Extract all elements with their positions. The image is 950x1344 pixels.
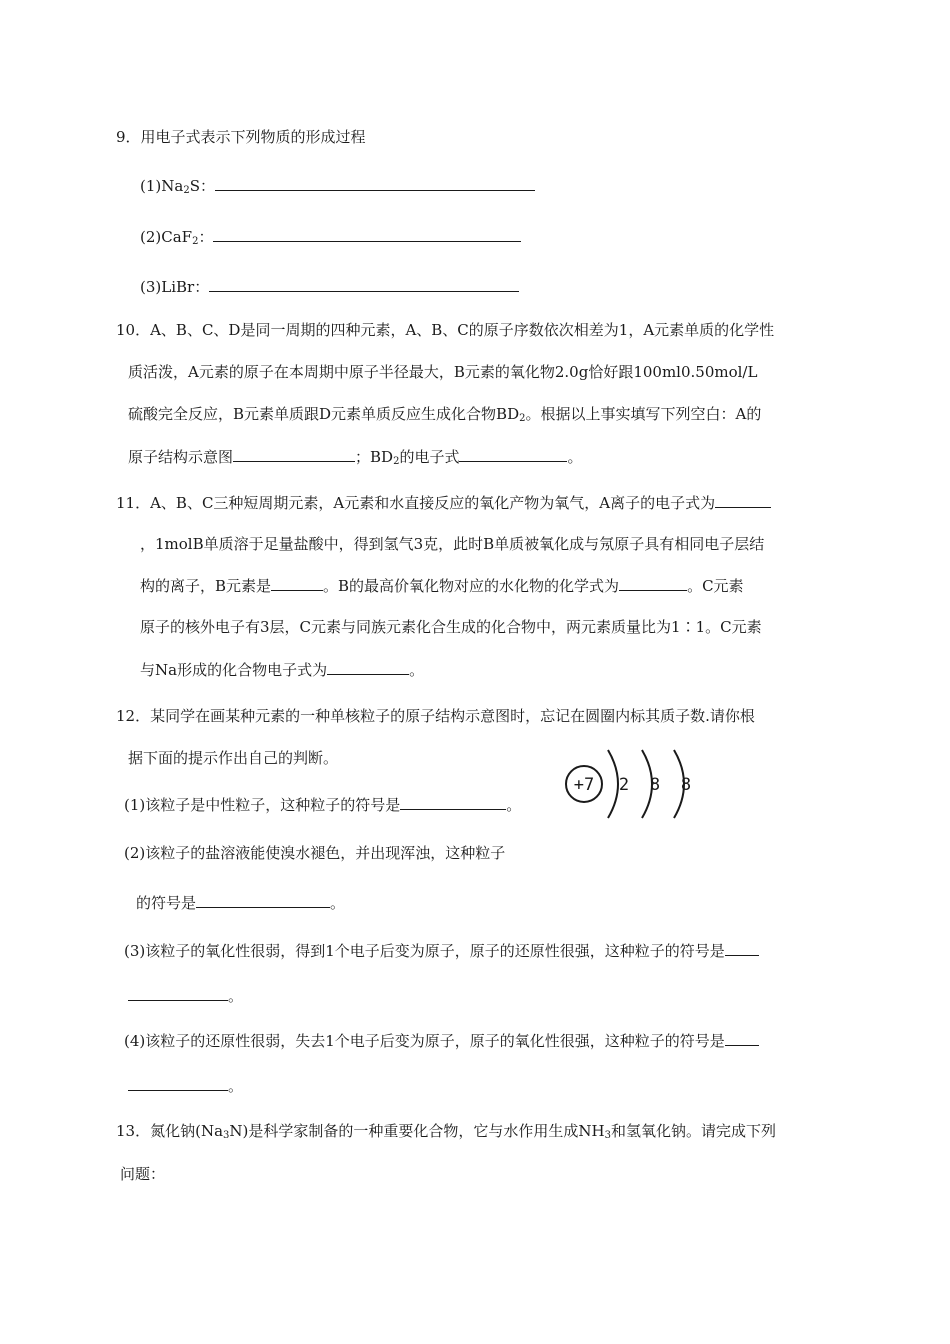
q13-line-1 <box>116 1121 776 1141</box>
q12-sub-4b-end: 。 <box>228 1077 244 1095</box>
atomic-structure-diagram <box>562 746 702 822</box>
q11-line-4: 原子的核外电子有3层，C元素与同族元素化合生成的化合物中，两元素质量比为1∶1。C元素 <box>140 618 762 636</box>
q10-line-2: 质活泼，A元素的原子在本周期中原子半径最大，B元素的氧化物2.0g恰好跟100ml0.50mol/L <box>128 363 758 381</box>
q9-item-1 <box>140 175 535 196</box>
q11-line-3c: 。C元素 <box>687 577 744 595</box>
q9-answer-blank-2[interactable] <box>213 226 521 242</box>
q10-line-4a: 原子结构示意图 <box>128 448 234 466</box>
q10-line-4-sub: 2 <box>393 456 400 467</box>
q9-item-3-prefix: (3)LiBr： <box>140 278 210 296</box>
q9-item-1-sub: 2 <box>183 185 190 196</box>
q11-blank-compound[interactable] <box>327 659 409 675</box>
q12-sub-3b <box>128 985 243 1006</box>
q9-item-3 <box>140 276 519 297</box>
q11-line-3b: 。B的最高价氧化物对应的水化物的化学式为 <box>323 577 620 595</box>
q12-sub-4 <box>124 1030 759 1051</box>
q12-sub-3-text: (3)该粒子的氧化性很弱，得到1个电子后变为原子，原子的还原性很强，这种粒子的符号是 <box>124 942 725 960</box>
electron-shell-2-count: 8 <box>649 775 661 795</box>
q11-line-3a: 构的离子，B元素是 <box>140 577 272 595</box>
q10-line-4b: ；BD <box>355 448 394 466</box>
q11-blank-hydrate[interactable] <box>619 575 687 591</box>
q10-line-3-sub: 2 <box>519 413 526 424</box>
electron-shell-1-count: 2 <box>618 775 630 795</box>
electron-shell-1-arc <box>608 750 618 818</box>
q12-sub-3 <box>124 940 759 961</box>
q13-line-2: 问题： <box>120 1165 166 1183</box>
q13-line-1b: N)是科学家制备的一种重要化合物，它与水作用生成NH <box>229 1122 605 1140</box>
q9-item-2 <box>140 226 521 247</box>
q12-sub-4-text: (4)该粒子的还原性很弱，失去1个电子后变为原子，原子的氧化性很强，这种粒子的符号是 <box>124 1032 725 1050</box>
q9-item-2-sub: 2 <box>192 236 199 247</box>
nucleus-charge: +7 <box>573 775 595 795</box>
q12-sub-1-end: 。 <box>506 796 522 814</box>
q9-item-2-prefix: (2)CaF <box>140 228 193 246</box>
q10-blank-electron-formula[interactable] <box>459 446 567 462</box>
q13-line-1-sub: 3 <box>223 1130 230 1141</box>
q12-sub-2b <box>136 892 345 913</box>
q12-blank-2[interactable] <box>196 892 330 908</box>
q10-line-4c: 的电子式 <box>399 448 460 466</box>
q12-sub-2: (2)该粒子的盐溶液能使溴水褪色，并出现浑浊，这种粒子 <box>124 844 506 862</box>
q10-line-3b: 。根据以上事实填写下列空白：A的 <box>525 405 762 423</box>
q12-blank-1[interactable] <box>400 794 506 810</box>
q12-blank-3a[interactable] <box>725 940 759 956</box>
q13-line-1c: 和氢氧化钠。请完成下列 <box>610 1122 776 1140</box>
q11-blank-ion[interactable] <box>715 492 771 508</box>
q10-line-3 <box>128 404 761 424</box>
q11-line-5 <box>140 659 424 680</box>
q10-line-1: 10．A、B、C、D是同一周期的四种元素，A、B、C的原子序数依次相差为1，A元素单质的化学性 <box>116 321 775 339</box>
q9-item-1-suffix: S： <box>189 177 215 195</box>
q12-sub-2b-text: 的符号是 <box>136 894 197 912</box>
q12-line-2: 据下面的提示作出自己的判断。 <box>128 749 339 767</box>
q12-blank-4a[interactable] <box>725 1030 759 1046</box>
q11-line-1 <box>116 492 771 513</box>
q12-sub-2b-end: 。 <box>330 894 346 912</box>
q11-line-3 <box>140 575 744 596</box>
q12-sub-3b-end: 。 <box>228 987 244 1005</box>
q9-title: 9．用电子式表示下列物质的形成过程 <box>116 128 366 146</box>
q9-answer-blank-3[interactable] <box>209 276 519 292</box>
q13-line-1-sub2: 3 <box>604 1130 611 1141</box>
q9-item-2-suffix: ： <box>198 228 214 246</box>
q12-sub-1-text: (1)该粒子是中性粒子，这种粒子的符号是 <box>124 796 401 814</box>
q10-line-3a: 硫酸完全反应，B元素单质跟D元素单质反应生成化合物BD <box>128 405 520 423</box>
q12-line-1: 12．某同学在画某种元素的一种单核粒子的原子结构示意图时，忘记在圆圈内标其质子数.请你根 <box>116 707 755 725</box>
q9-answer-blank-1[interactable] <box>215 175 535 191</box>
q11-blank-element-b[interactable] <box>271 575 323 591</box>
q12-sub-1 <box>124 794 521 815</box>
q11-line-1-text: 11．A、B、C三种短周期元素，A元素和水直接反应的氧化产物为氧气，A离子的电子式为 <box>116 494 716 512</box>
q11-line-5a: 与Na形成的化合物电子式为 <box>140 661 328 679</box>
q12-blank-4b[interactable] <box>128 1075 228 1091</box>
q10-line-4 <box>128 446 582 467</box>
electron-shell-3-count: 8 <box>680 775 692 795</box>
q13-line-1a: 13．氮化钠(Na <box>116 1122 224 1140</box>
q9-item-1-prefix: (1)Na <box>140 177 184 195</box>
q11-line-2: ，1molB单质溶于足量盐酸中，得到氢气3克，此时B单质被氧化成与氖原子具有相同电子层结 <box>140 535 765 553</box>
q12-sub-4b <box>128 1075 243 1096</box>
q12-blank-3b[interactable] <box>128 985 228 1001</box>
q10-line-4d: 。 <box>567 448 583 466</box>
q10-blank-structure[interactable] <box>233 446 355 462</box>
q11-line-5b: 。 <box>409 661 425 679</box>
